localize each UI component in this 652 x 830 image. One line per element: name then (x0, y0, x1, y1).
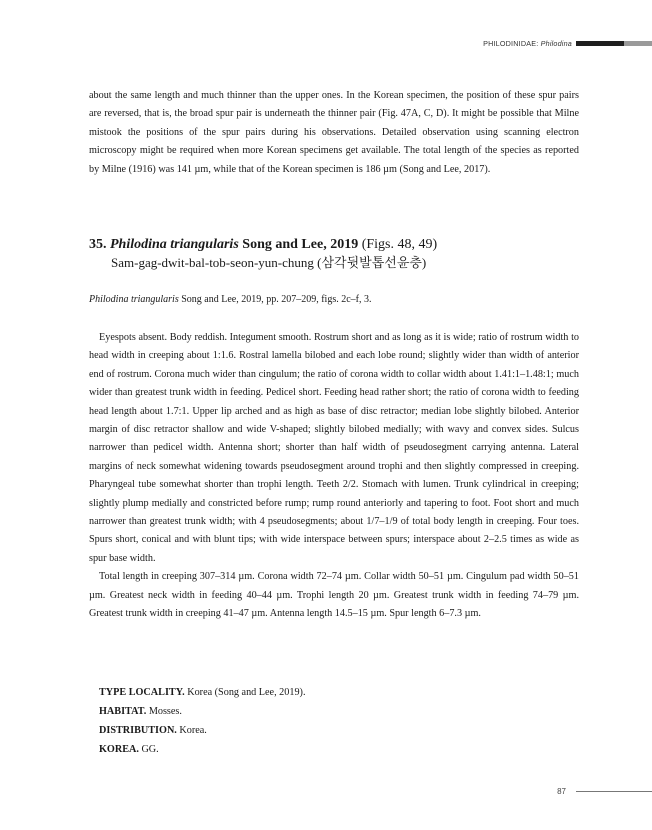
meta-type-locality (99, 683, 306, 702)
description-paragraph: Eyespots absent. Body reddish. Integument smooth. Rostrum short and as long as it is wide; ratio of rostrum width to head width in creeping about 1:1.6. Rostral lamella bilobed and each lobe round; slightly wider than width of anterior end of rostrum. Corona much wider than cingulum; the ratio of corona width to collar width about 1.41:1–1.48:1; much wider than greatest trunk width in feeding. Pedicel short. Feeding head rather short; the ratio of corona width to feeding head length about 1.7:1. Upper lip arched and as high as base of disc retractor; median lobe slightly bilobed. Anterior margin of disc retractor shallow and wide V-shaped; slightly bilobed medially; with wavy and convex sides. Sulcus narrower than pedicel width. Antenna short; shorter than half width of pseudosegment carrying antenna. Lateral margins of neck somewhat widening towards pseudosegment around trophi and then slightly compressed in creeping. Pharyngeal tube somewhat shorter than trophi length. Teeth 2/2. Stomach with lumen. Trunk cylindrical in creeping; slightly plump medially and constricted before rump; rump round anteriorly and tapering to foot. Foot short and much narrower than greatest trunk width; with 4 pseudosegments; about 1/7–1/9 of total body length in creeping. Four toes. Spurs short, conical and with blunt tips; with wide interspace between spurs; interspace about 2–2.5 times as wide as spur base width. (89, 332, 579, 564)
species-metadata (99, 683, 306, 759)
running-header (483, 38, 652, 48)
page-number: 87 (557, 787, 566, 796)
header-family: PHILODINIDAE: (483, 38, 539, 48)
meta-label: DISTRIBUTION. (99, 725, 177, 736)
meta-label: KOREA. (99, 744, 139, 755)
species-number: 35. (89, 237, 107, 252)
meta-label: TYPE LOCALITY. (99, 687, 185, 698)
citation-name: Philodina triangularis (89, 294, 179, 305)
species-name: Philodina triangularis (110, 237, 239, 252)
footer-rule (576, 791, 652, 792)
species-authority: Song and Lee, 2019 (242, 237, 359, 252)
meta-value: Korea. (179, 725, 207, 736)
citation-rest: Song and Lee, 2019, pp. 207–209, figs. 2c–f, 3. (181, 294, 372, 305)
measurements-paragraph: Total length in creeping 307–314 µm. Corona width 72–74 µm. Collar width 50–51 µm. Cingulum pad width 50–51 µm. Greatest neck width in feeding 40–44 µm. Trophi length 20 µm. Greatest trunk width in feeding 74–79 µm. Greatest trunk width in creeping 41–47 µm. Antenna length 14.5–15 µm. Spur length 6–7.3 µm. (89, 571, 579, 620)
running-header-text (483, 39, 572, 48)
species-heading (89, 236, 589, 272)
species-title (89, 236, 589, 254)
meta-value: Korea (Song and Lee, 2019). (187, 687, 306, 698)
species-figs: (Figs. 48, 49) (361, 237, 438, 252)
page-footer (557, 787, 652, 796)
meta-value: Mosses. (148, 706, 182, 717)
header-bar-dark (576, 41, 624, 46)
intro-block (89, 87, 579, 179)
description-block (89, 329, 579, 624)
meta-label: HABITAT. (99, 706, 147, 717)
meta-value: GG. (141, 744, 159, 755)
meta-habitat (99, 702, 306, 721)
meta-korea (99, 740, 306, 759)
header-bar-grey (624, 41, 652, 46)
species-korean-name: Sam-gag-dwit-bal-tob-seon-yun-chung (삼각뒷발톱선윤충) (111, 255, 427, 270)
intro-paragraph: about the same length and much thinner than the upper ones. In the Korean specimen, the position of these spur pairs are reversed, that is, the broad spur pair is underneath the thinner pair (Fig. 47A, C, D). It might be possible that Milne mistook the positions of the spur pairs during his observations. Detailed observation using scanning electron microscopy might be required when more Korean specimens get available. The total length of the species as reported by Milne (1916) was 141 µm, while that of the Korean specimen is 186 µm (Song and Lee, 2017). (89, 90, 579, 175)
meta-distribution (99, 721, 306, 740)
citation (89, 294, 372, 305)
header-genus: Philodina (540, 38, 572, 48)
